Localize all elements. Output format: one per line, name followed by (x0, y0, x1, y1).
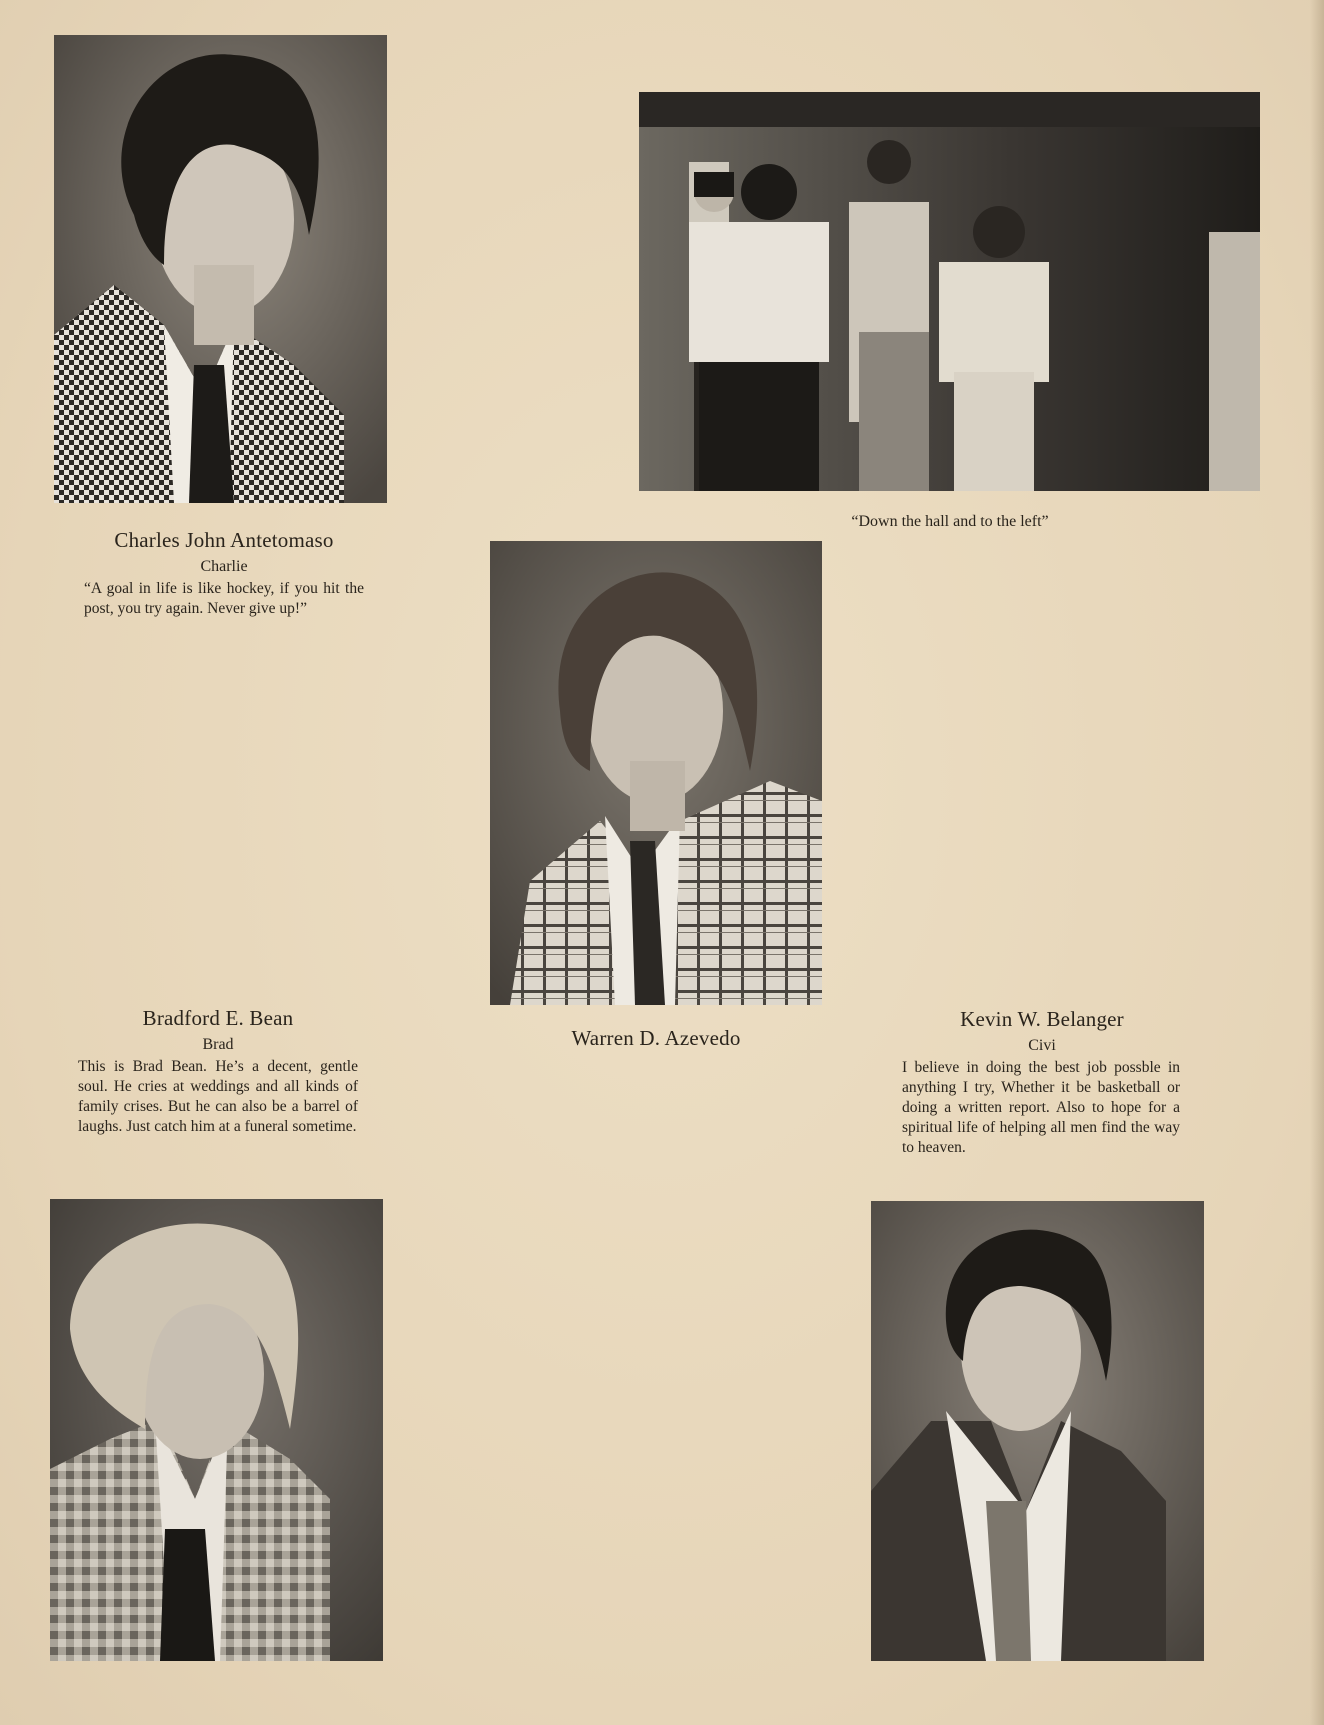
student-quote: This is Brad Bean. He’s a decent, gentle soul. He cries at weddings and all kinds of family crises. But he can also be a barrel of laughs. Just catch him at a funeral sometime. (78, 1058, 358, 1135)
portrait-charles-antetomaso (54, 35, 387, 503)
student-name: Warren D. Azevedo (571, 1026, 741, 1050)
student-nickname: Charlie (200, 558, 248, 575)
student-nickname: Civi (1028, 1037, 1056, 1054)
student-nickname: Brad (202, 1036, 234, 1053)
candid-caption: “Down the hall and to the left” (851, 513, 1049, 530)
portrait-warren-azevedo (490, 541, 822, 1005)
student-quote: “A goal in life is like hockey, if you hit the post, you try again. Never give up!” (84, 580, 364, 617)
student-quote: I believe in doing the best job possble in anything I try, Whether it be basketball or doing a written report. Also to hope for a spiritual life of helping all men find the way to heaven. (902, 1059, 1180, 1156)
student-name: Kevin W. Belanger (960, 1007, 1124, 1031)
candid-hallway-photo (639, 92, 1260, 491)
student-name: Charles John Antetomaso (114, 528, 334, 552)
page-edge-shadow (1310, 0, 1324, 1725)
portrait-kevin-belanger (871, 1201, 1204, 1661)
student-name: Bradford E. Bean (142, 1006, 294, 1030)
portrait-bradford-bean (50, 1199, 383, 1661)
